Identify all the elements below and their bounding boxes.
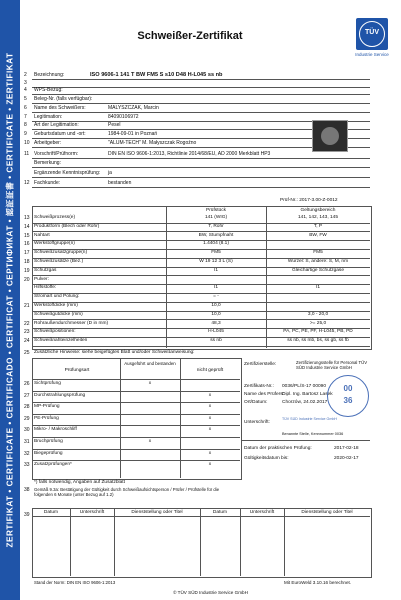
zert-nr-value: 0036/PL/S-17 00090 <box>282 384 327 389</box>
row-label: Arbeitgeber: <box>34 140 62 146</box>
row-value: ja <box>108 170 112 176</box>
row-number: 19 <box>24 267 30 274</box>
stamp-bottom-number: 36 <box>343 396 353 405</box>
official-stamp <box>327 375 369 417</box>
test-nicht-mark: x <box>208 392 212 398</box>
param-gelt-value: Gleichartige Schutzgase <box>292 267 344 273</box>
param-prufstuck-value: I1 <box>213 267 218 273</box>
col-geltungsbereich: Geltungsbereich <box>300 208 336 213</box>
pruef-nr: Prüf-Nr.: 2017-3.00-Z-0012 <box>280 198 338 203</box>
certificate-page <box>20 0 401 600</box>
row-number: 39 <box>24 512 30 518</box>
test-row-divider <box>32 437 240 438</box>
row-value: 84090106972 <box>108 114 139 120</box>
page-title: Schweißer-Zertifikat <box>137 30 243 42</box>
row-number: 13 <box>24 215 30 221</box>
row-number: 2 <box>24 72 27 78</box>
param-prufstuck-value: W 19 12 3 L (S) <box>199 259 233 264</box>
row-value: ISO 9606-1 141 T BW FM5 S s10 D48 H-L045 ss nb <box>90 72 223 78</box>
param-gelt-value: Wurzel: S, andere: S, M, nm <box>287 259 349 264</box>
col-prufstuck: Prüfstück <box>206 208 226 213</box>
param-label: Hilfsstoffe: <box>34 285 57 291</box>
notes-text: Zusätzliche Hinweise: siehe beigefügtes Blatt und/oder Schweißanweisung: <box>34 350 195 355</box>
param-gelt-value: FM5 <box>313 250 323 256</box>
row-number: 9 <box>24 131 27 137</box>
row-divider <box>32 87 370 88</box>
param-prufstuck-value: = - <box>213 294 219 300</box>
test-row-divider <box>32 414 240 415</box>
bestaetigung-text: Gemäß 9.3a: Bestätigung der Gültigkeit durch Schweißaufsichtsperson / Prüfer / Prüfstelle für die folgenden 6 Monate (unter Bezug auf 1.2) <box>34 487 220 497</box>
prufer-label: Name des Prüfers: <box>244 392 284 397</box>
sig-col-header: Datum <box>43 510 59 515</box>
param-label: Werkstoffgruppe(n) <box>34 241 75 247</box>
gueltig-value: 2020-02-17 <box>334 456 359 461</box>
col-ausgefuehrt: Ausgeführt und bestanden <box>124 361 176 366</box>
row-number: 17 <box>24 250 30 257</box>
row-label: WPS-Bezug: <box>34 87 63 93</box>
param-row-divider <box>32 275 370 276</box>
param-label: Schweißprozess(e) <box>34 215 76 220</box>
row-label: Bemerkung: <box>34 160 61 166</box>
row-number: 11 <box>24 151 30 157</box>
row-number: 22 <box>24 320 30 327</box>
param-label: Produktform (Blech oder Rohr) <box>34 223 100 229</box>
param-label: Schweißnahteinzelheiten <box>34 338 88 344</box>
row-number: 4 <box>24 87 27 93</box>
row-number: 10 <box>24 140 30 146</box>
param-gelt-value: 141, 142, 143, 145 <box>297 215 338 220</box>
test-ausgefuehrt-mark: x <box>148 381 152 386</box>
param-prufstuck-value: I1 <box>213 285 218 291</box>
test-label: Biegeprüfung <box>34 450 63 456</box>
zert-nr-label: Zertifikats-Nr.: <box>244 384 274 389</box>
row-value: bestanden <box>108 180 132 186</box>
param-label: Werkstoffdicke (mm) <box>34 303 78 308</box>
param-prufstuck-value: 10,0 <box>211 311 221 317</box>
row-number: 5 <box>24 96 27 102</box>
test-row-divider <box>32 449 240 450</box>
param-label: Schweißpositionen: <box>34 329 76 335</box>
param-prufstuck-value: BW, Stumpfnaht <box>198 232 234 238</box>
param-prufstuck-value: 1.4404 (8.1) <box>203 241 229 247</box>
test-footnote: *) falls notwendig, Angaben auf Zusatzblatt <box>34 480 125 485</box>
test-row-divider <box>32 402 240 403</box>
param-prufstuck-value: 141 (WIG) <box>204 215 228 220</box>
test-label: Mikro- / Makroschliff <box>34 427 77 433</box>
photo-face-icon <box>321 127 339 145</box>
stamp-top-number: 00 <box>343 384 353 393</box>
row-value: 1984-09-01 in Poznań <box>108 131 158 137</box>
test-label: Sichtprüfung <box>34 381 61 386</box>
row-label: Legitimation: <box>34 114 63 120</box>
row-value: DIN EN ISO 9606-1:2013, Richtlinie 2014/68/EU, AD 2000 Merkblatt HP3 <box>108 151 271 157</box>
test-ausgefuehrt-mark: x <box>148 439 152 444</box>
row-number: 7 <box>24 114 27 120</box>
row-number: 25 <box>24 350 30 356</box>
row-label: Beleg-Nr. (falls verfügbar): <box>34 96 93 102</box>
sig-col-header: Dienststellung oder Titel <box>131 510 183 515</box>
param-label: Schweißgutdicke (mm) <box>34 311 83 317</box>
stamp-ring-text: TÜV SÜD Industrie Service GmbH <box>282 417 337 421</box>
test-row-divider <box>32 425 240 426</box>
test-row-divider <box>32 460 240 461</box>
test-nicht-mark: x <box>208 404 212 410</box>
test-label: Bruchprüfung <box>34 439 63 444</box>
param-prufstuck-value: T, Rohr <box>208 223 224 229</box>
row-label: Fachkunde: <box>34 180 61 186</box>
row-number: 12 <box>24 180 30 186</box>
row-number: 27 <box>24 392 30 399</box>
param-label: Rohraußendurchmesser (D in mm) <box>34 320 109 326</box>
row-number: 20 <box>24 276 30 283</box>
sig-col-divider <box>200 508 201 576</box>
param-label: Nahtart <box>34 232 50 238</box>
param-gelt-value: 3,0 - 20,0 <box>307 311 329 317</box>
test-nicht-mark: x <box>208 450 212 456</box>
test-label: Durchstrahlungsprüfung <box>34 392 86 398</box>
row-divider <box>32 94 370 95</box>
footer-copyright: © TÜV SÜD Industrie Service GmbH <box>173 590 248 595</box>
col-prufungsart: Prüfungsart <box>64 368 90 373</box>
logo-text: TÜV <box>365 29 379 36</box>
row-divider <box>32 177 370 178</box>
param-label: Schweißzusatzgruppe(n) <box>34 250 88 256</box>
gueltig-label: Gültigkeitsdatum bis: <box>244 456 289 461</box>
row-number: 38 <box>24 487 30 493</box>
test-label: Zusatzprüfungen* <box>34 462 72 468</box>
row-divider <box>32 79 370 80</box>
row-number: 8 <box>24 122 27 128</box>
param-prufstuck-value: H-L045 <box>208 329 224 335</box>
row-value: "ALUM-TECH" M. Małyszczak Rogoźno <box>108 140 197 146</box>
row-divider <box>32 112 370 113</box>
row-label: Geburtsdatum und -ort: <box>34 131 86 137</box>
sig-col-header: Unterschrift <box>249 510 275 515</box>
param-gelt-value: T, P <box>313 223 323 229</box>
param-prufstuck-value: 48,3 <box>211 320 221 326</box>
row-label: Vorschrift/Prüfnorm: <box>34 151 79 157</box>
test-nicht-mark: x <box>208 415 212 421</box>
row-number: 30 <box>24 427 30 434</box>
row-number: 21 <box>24 303 30 309</box>
row-number: 24 <box>24 338 30 345</box>
sig-col-divider <box>284 508 285 576</box>
param-label: Schutzgas <box>34 267 57 273</box>
row-label: Art der Legitimation: <box>34 122 79 128</box>
param-gelt-value: PA, PC, PE, PF, H-L045, PB, PD <box>283 329 353 335</box>
zert-label: Zertifizierstelle: <box>244 362 277 367</box>
prufer-value: Dipl. Ing. Bartosz Lasek <box>282 392 333 397</box>
row-number: 14 <box>24 223 30 230</box>
row-number: 6 <box>24 105 27 111</box>
datum-prufung-label: Datum der praktischen Prüfung: <box>244 446 312 451</box>
benannte-stelle: Benannte Stelle, Kennnummer 0036 <box>282 432 344 436</box>
right-divider <box>242 440 370 441</box>
ort-label: Ort/Datum: <box>244 400 268 405</box>
param-row-divider <box>32 346 370 347</box>
row-number: 29 <box>24 415 30 422</box>
test-label: MP-Prüfung <box>34 404 60 410</box>
sig-col-header: Datum <box>212 510 228 515</box>
welder-photo <box>312 120 348 152</box>
row-divider <box>32 158 370 159</box>
row-number: 16 <box>24 241 30 248</box>
row-number: 32 <box>24 450 30 457</box>
row-value: MALYSZCZAK, Marcin <box>108 105 159 111</box>
sig-col-divider <box>70 508 71 576</box>
signature-header-line <box>32 516 370 517</box>
test-nicht-mark: x <box>208 462 212 468</box>
param-gelt-value: BW, FW <box>309 232 327 238</box>
test-label: PE-Prüfung <box>34 415 59 421</box>
param-prufstuck-value: ss nb <box>210 338 222 344</box>
row-divider <box>32 167 370 168</box>
sidebar-band <box>0 0 20 600</box>
ort-value: Chorzów, 24.02.2017 <box>282 400 328 405</box>
row-number: 23 <box>24 329 30 336</box>
row-label: Bezeichnung: <box>34 72 65 78</box>
param-label: Schweißzusätze (Bez.) <box>34 259 84 264</box>
row-divider <box>32 103 370 104</box>
param-gelt-value: I1 <box>315 285 320 291</box>
test-row-divider <box>32 379 240 380</box>
sig-col-header: Dienststellung oder Titel <box>301 510 353 515</box>
param-label: Stromart und Polung: <box>34 294 80 300</box>
row-number: 28 <box>24 404 30 411</box>
row-number: 3 <box>24 80 27 86</box>
sig-col-divider <box>114 508 115 576</box>
param-gelt-value: >= 25,0 <box>309 320 327 326</box>
logo-subtitle: Industrie Service <box>355 52 389 57</box>
signature-table <box>32 508 372 578</box>
row-divider <box>32 187 370 188</box>
footer-euroweld: Mit EuroWeld 3.10.16 berechnet. <box>284 580 352 585</box>
footer-stand: Stand der Norm: DIN EN ISO 9606-1:2013 <box>34 580 116 585</box>
row-number: 18 <box>24 259 30 265</box>
row-label: Ergänzende Kenntnisprüfung: <box>34 170 101 176</box>
datum-prufung-value: 2017-02-18 <box>334 446 359 451</box>
test-nicht-mark: x <box>208 427 212 433</box>
row-label: Name des Schweißers: <box>34 105 86 111</box>
row-number: 15 <box>24 232 30 239</box>
row-number: 26 <box>24 381 30 387</box>
row-number: 31 <box>24 439 30 445</box>
param-prufstuck-value: 10,0 <box>211 303 221 308</box>
param-label: Pulver: <box>34 276 49 282</box>
param-gelt-value: ss nb, ss mb, bs, ss gb, ss fb <box>287 338 349 344</box>
test-row-divider <box>32 391 240 392</box>
sig-col-header: Unterschrift <box>79 510 105 515</box>
row-value: Pesel <box>108 122 121 128</box>
param-prufstuck-value: FM5 <box>211 250 221 256</box>
unterschrift-label: Unterschrift: <box>244 420 270 425</box>
col-nicht-gepruft: nicht geprüft <box>196 368 224 373</box>
zert-value: Zertifizierungsstelle für Personal TÜV SÜD Industrie Service GmbH <box>296 360 368 370</box>
sidebar-text: ZERTIFIKAT • CERTIFICATE • CERTIFICADO • CERTIFICAT • СЕРТИФИКАТ • 認証証書 • CERTIFICATE • ZERTIFIKAT <box>5 52 15 548</box>
tuv-logo <box>356 18 388 50</box>
row-number: 33 <box>24 462 30 469</box>
sig-col-divider <box>240 508 241 576</box>
